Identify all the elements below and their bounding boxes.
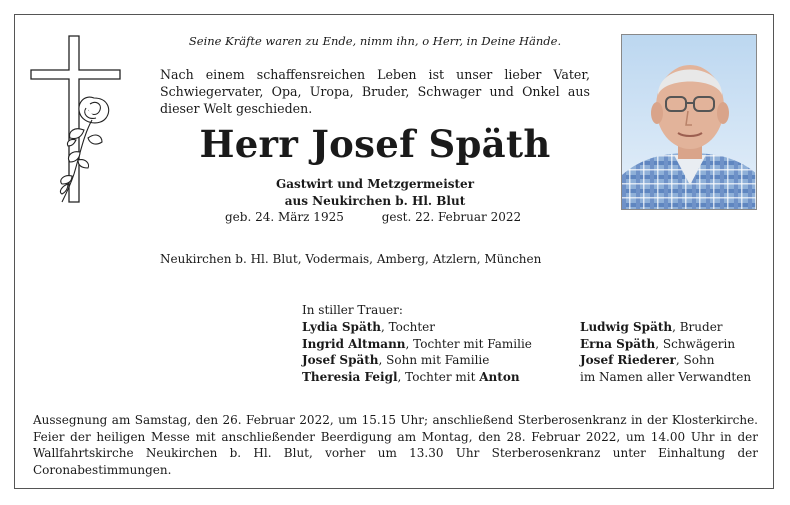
mourner-relation: , Bruder — [672, 320, 723, 334]
mourner-relation: , Sohn — [675, 353, 715, 367]
places-line: Neukirchen b. Hl. Blut, Vodermais, Amberg, Atzlern, München — [160, 252, 542, 266]
mourner-relation: im Namen aller Verwandten — [580, 369, 752, 384]
mourner-name: Josef Späth — [302, 353, 379, 367]
portrait-photo — [621, 34, 757, 210]
mourner-name: Josef Riederer — [580, 353, 676, 367]
mourner-name: Lydia Späth — [302, 320, 381, 334]
mourner-entry — [302, 352, 532, 369]
mourner-entry — [302, 319, 532, 336]
mourner-entry — [580, 336, 751, 353]
profession-line: Gastwirt und Metzgermeister — [275, 177, 475, 191]
mourners-list-right — [580, 319, 751, 385]
hometown-line: aus Neukirchen b. Hl. Blut — [284, 194, 466, 208]
mourner-name: Ludwig Späth — [580, 320, 673, 334]
mourner-partner: Anton — [479, 369, 520, 384]
deceased-name: Herr Josef Späth — [199, 122, 551, 166]
mourner-entry — [580, 352, 751, 369]
birth-date: geb. 24. März 1925 — [225, 210, 344, 224]
mourners-list-left — [302, 319, 532, 385]
mourner-entry — [302, 369, 532, 386]
funeral-notice: Aussegnung am Samstag, den 26. Februar 2022, um 15.15 Uhr; anschließend Sterberosenkranz in der Klosterkirche. Feier der heiligen Messe mit anschließender Beerdigung am Montag, den 28. Februar 2022, um 14.00 Uhr in der Wallfahrtskirche Neukirchen b. Hl. Blut, vorher um 13.30 Uhr Sterberosenkranz unter Einhaltung der Coronabestimmungen. — [33, 413, 758, 477]
cross-with-rose-icon — [28, 34, 128, 206]
mourner-relation: , Tochter mit Familie — [405, 336, 532, 351]
profession — [160, 176, 590, 210]
mourner-relation: , Sohn mit Familie — [378, 353, 490, 367]
mourner-entry — [580, 319, 751, 336]
motto-verse: Seine Kräfte waren zu Ende, nimm ihn, o Herr, in Deine Hände. — [188, 34, 562, 48]
mourner-name: Ingrid Altmann — [302, 336, 406, 351]
mourner-relation: , Schwägerin — [655, 336, 736, 351]
mourner-name: Erna Späth — [580, 336, 656, 351]
intro-text: Nach einem schaffensreichen Leben ist unser lieber Vater, Schwiegervater, Opa, Uropa, Bruder, Schwager und Onkel aus dieser Welt geschieden. — [160, 67, 590, 116]
death-date: gest. 22. Februar 2022 — [381, 210, 522, 224]
mourner-relation: , Tochter — [380, 320, 436, 334]
mourning-heading: In stiller Trauer: — [302, 303, 403, 317]
mourner-name: Theresia Feigl — [302, 369, 398, 384]
mourner-relation: , Tochter mit — [397, 369, 480, 384]
life-dates — [225, 210, 521, 224]
mourner-entry — [580, 369, 751, 386]
mourner-entry — [302, 336, 532, 353]
